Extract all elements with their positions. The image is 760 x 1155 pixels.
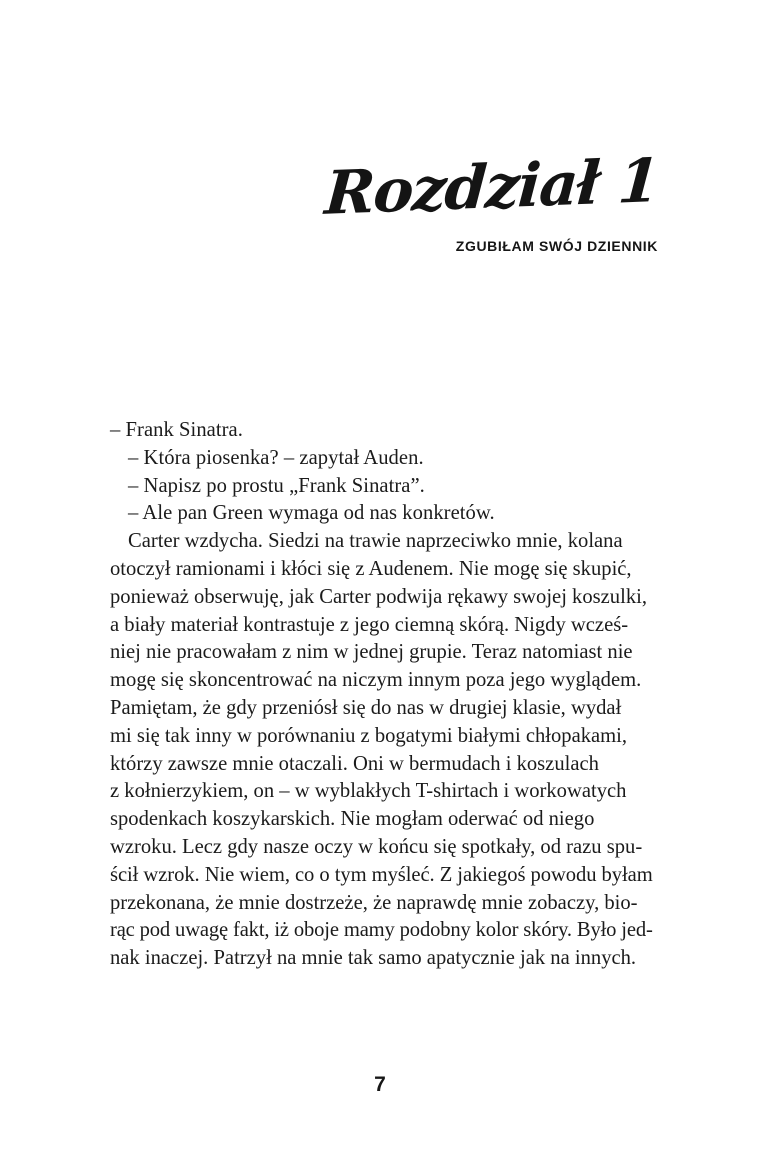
text-line: a biały materiał kontrastuje z jego ciemną skórą. Nigdy wcześ- (110, 613, 629, 636)
text-line: – Ale pan Green wymaga od nas konkretów. (128, 502, 495, 525)
text-line: – Napisz po prostu „Frank Sinatra”. (128, 474, 425, 497)
text-line: mi się tak inny w porównaniu z bogatymi białymi chłopakami, (110, 724, 628, 747)
text-line: spodenkach koszykarskich. Nie mogłam oderwać od niego (110, 808, 595, 831)
text-line: wzroku. Lecz gdy nasze oczy w końcu się spotkały, od razu spu- (110, 835, 643, 858)
text-line: ponieważ obserwuję, jak Carter podwija rękawy swojej koszulki, (110, 585, 647, 608)
text-line: z kołnierzykiem, on – w wyblakłych T-shirtach i workowatych (110, 780, 627, 803)
text-line: mogę się skoncentrować na niczym innym poza jego wyglądem. (110, 669, 642, 692)
text-line: rąc pod uwagę fakt, iż oboje mamy podobny kolor skóry. Było jed- (110, 919, 653, 942)
text-line: niej nie pracowałam z nim w jednej grupie. Teraz natomiast nie (110, 641, 633, 664)
chapter-title-script: Rozdział 1 (322, 146, 661, 229)
chapter-heading-block (100, 146, 661, 254)
text-line: – Która piosenka? – zapytał Auden. (128, 446, 424, 469)
chapter-subtitle: ZGUBIŁAM SWÓJ DZIENNIK (455, 238, 658, 254)
text-line: otoczył ramionami i kłóci się z Audenem. Nie mogę się skupić, (110, 557, 632, 580)
text-line: ścił wzrok. Nie wiem, co o tym myśleć. Z jakiegoś powodu byłam (110, 863, 653, 886)
text-line: przekonana, że mnie dostrzeże, że naprawdę mnie zobaczy, bio- (110, 891, 638, 914)
text-line: nak inaczej. Patrzył na mnie tak samo apatycznie jak na innych. (110, 947, 637, 970)
text-line: Carter wzdycha. Siedzi na trawie naprzeciwko mnie, kolana (128, 530, 623, 553)
page-number: 7 (374, 1073, 386, 1096)
text-line: Pamiętam, że gdy przeniósł się do nas w drugiej klasie, wydał (110, 696, 622, 719)
text-line: którzy zawsze mnie otaczali. Oni w bermudach i koszulach (110, 752, 599, 775)
text-line: – Frank Sinatra. (110, 419, 243, 441)
body-text (110, 417, 656, 973)
